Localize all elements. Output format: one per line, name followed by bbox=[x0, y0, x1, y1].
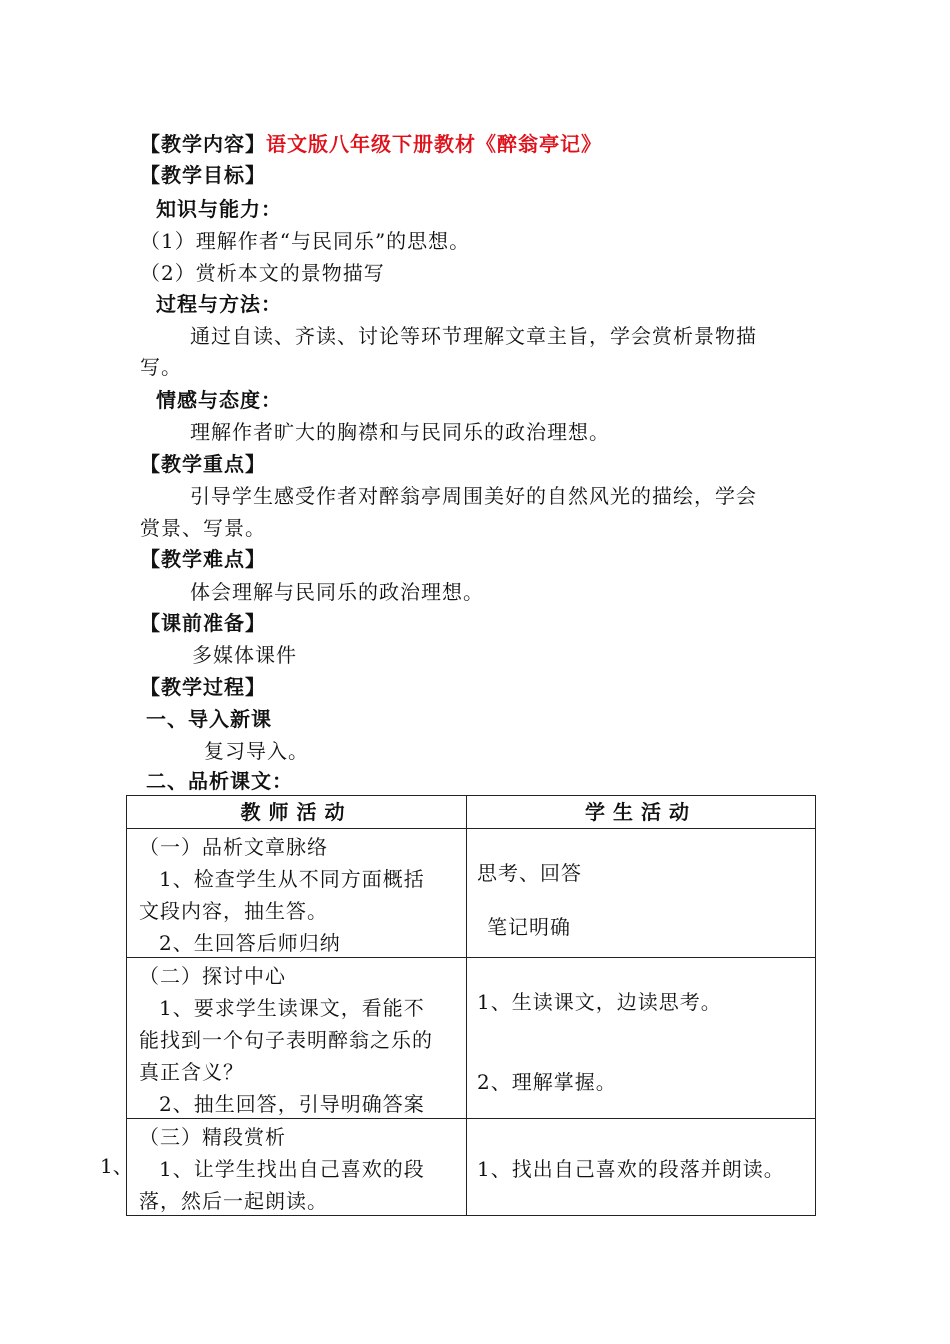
section-2-title: 二、品析课文： bbox=[146, 769, 293, 793]
activity-table bbox=[126, 795, 816, 1216]
header-student-activity: 学生活动 bbox=[467, 796, 816, 829]
knowledge-item-2: （2）赏析本文的景物描写 bbox=[140, 261, 385, 285]
table-row bbox=[127, 958, 816, 1119]
process-label: 【教学过程】 bbox=[140, 675, 266, 699]
student-line: 思考、回答 bbox=[477, 861, 582, 885]
process-title: 过程与方法： bbox=[156, 292, 282, 316]
table-row bbox=[127, 829, 816, 958]
prep-label: 【课前准备】 bbox=[140, 611, 266, 635]
process-text-2: 写。 bbox=[140, 355, 182, 379]
teacher-line: （三）精段赏析 bbox=[139, 1125, 286, 1149]
teacher-line: 2、生回答后师归纳 bbox=[159, 931, 341, 955]
teacher-line: （二）探讨中心 bbox=[139, 964, 286, 988]
teacher-cell bbox=[127, 958, 467, 1119]
header-teacher-activity: 教师活动 bbox=[127, 796, 467, 829]
teaching-goals-label: 【教学目标】 bbox=[140, 163, 266, 187]
teacher-line: 能找到一个句子表明醉翁之乐的 bbox=[139, 1028, 433, 1052]
emotion-title: 情感与态度： bbox=[156, 388, 282, 412]
teacher-line: （一）品析文章脉络 bbox=[139, 835, 328, 859]
teacher-line: 1、要求学生读课文，看能不 bbox=[159, 996, 425, 1020]
key-points-text-1: 引导学生感受作者对醉翁亭周围美好的自然风光的描绘，学会 bbox=[190, 484, 757, 508]
table-row bbox=[127, 1119, 816, 1216]
teacher-line: 真正含义？ bbox=[139, 1060, 244, 1084]
prep-text: 多媒体课件 bbox=[192, 643, 297, 667]
student-line: 1、找出自己喜欢的段落并朗读。 bbox=[477, 1157, 785, 1181]
difficulty-text: 体会理解与民同乐的政治理想。 bbox=[190, 580, 484, 604]
difficulty-label: 【教学难点】 bbox=[140, 547, 266, 571]
teaching-content-label: 【教学内容】 bbox=[140, 132, 266, 156]
student-line: 2、理解掌握。 bbox=[477, 1070, 617, 1094]
student-line: 笔记明确 bbox=[487, 915, 571, 939]
teacher-cell bbox=[127, 829, 467, 958]
teaching-content-value: 语文版八年级下册教材《醉翁亭记》 bbox=[266, 132, 602, 156]
teacher-line: 落，然后一起朗读。 bbox=[139, 1189, 328, 1213]
student-cell bbox=[467, 829, 816, 958]
section-1-text: 复习导入。 bbox=[204, 739, 309, 763]
emotion-text: 理解作者旷大的胸襟和与民同乐的政治理想。 bbox=[190, 420, 610, 444]
student-line: 1、生读课文，边读思考。 bbox=[477, 990, 722, 1014]
teaching-content-line bbox=[140, 130, 602, 158]
student-cell bbox=[467, 958, 816, 1119]
teacher-line: 1、让学生找出自己喜欢的段 bbox=[159, 1157, 425, 1181]
teacher-cell bbox=[127, 1119, 467, 1216]
side-mark: 1、 bbox=[100, 1154, 133, 1178]
key-points-text-2: 赏景、写景。 bbox=[140, 516, 266, 540]
knowledge-title: 知识与能力： bbox=[156, 197, 282, 221]
teacher-line: 2、抽生回答，引导明确答案 bbox=[159, 1092, 425, 1116]
process-text-1: 通过自读、齐读、讨论等环节理解文章主旨，学会赏析景物描 bbox=[190, 324, 757, 348]
teacher-line: 1、检查学生从不同方面概括 bbox=[159, 867, 425, 891]
key-points-label: 【教学重点】 bbox=[140, 452, 266, 476]
student-cell bbox=[467, 1119, 816, 1216]
section-1-title: 一、导入新课 bbox=[146, 707, 272, 731]
teacher-line: 文段内容，抽生答。 bbox=[139, 899, 328, 923]
knowledge-item-1: （1）理解作者“与民同乐”的思想。 bbox=[140, 229, 471, 253]
table-header-row bbox=[127, 796, 816, 829]
